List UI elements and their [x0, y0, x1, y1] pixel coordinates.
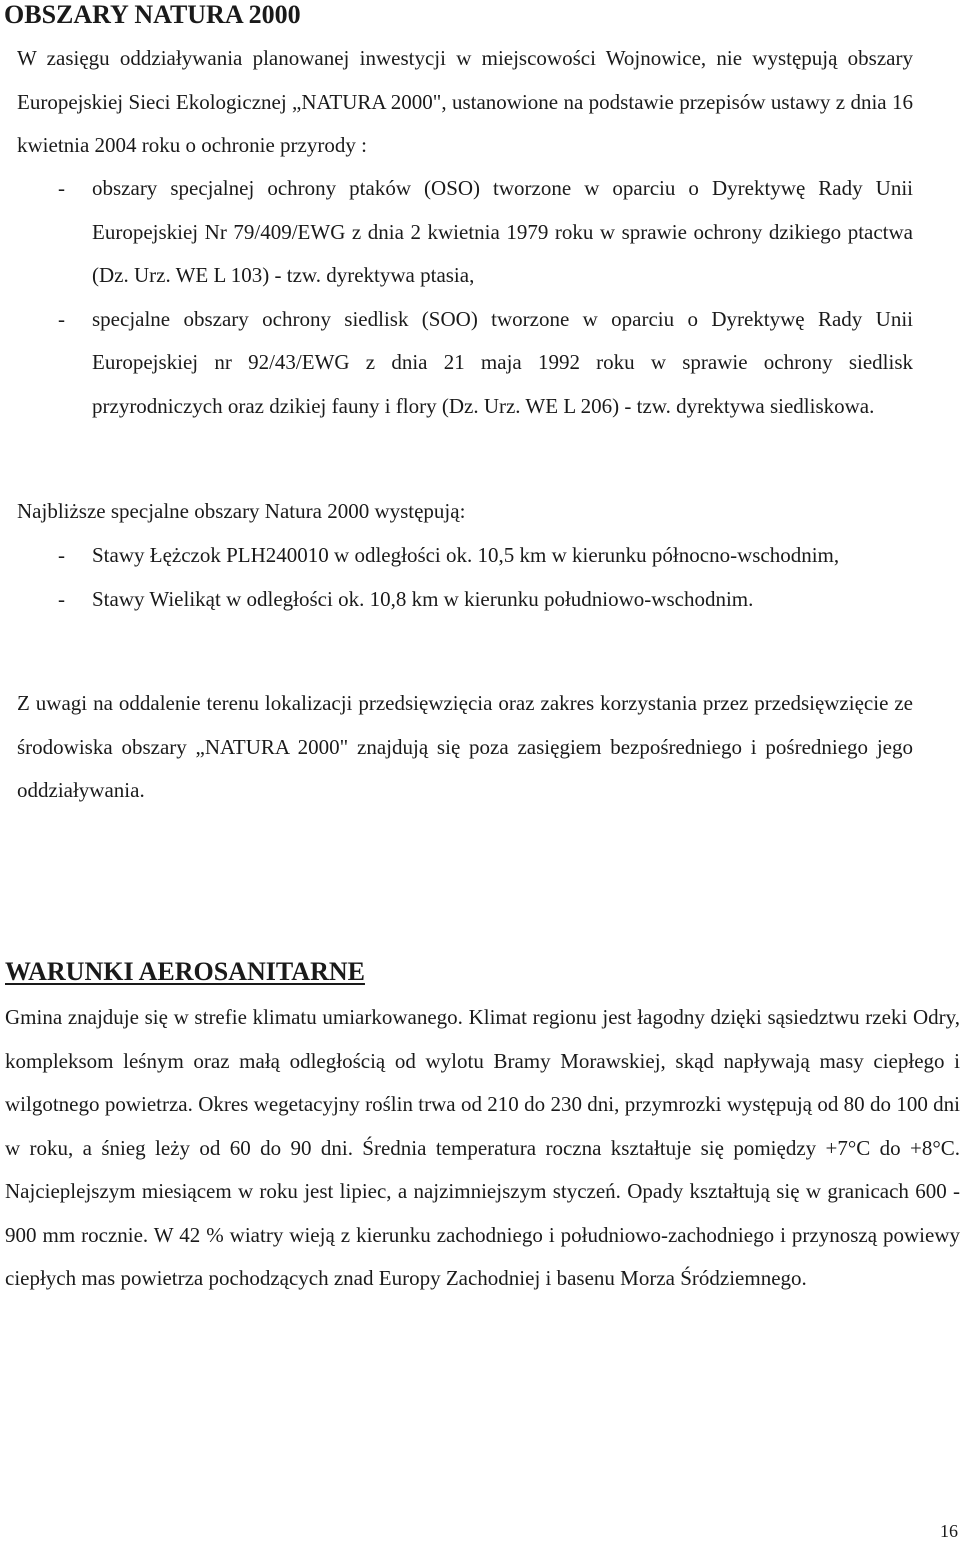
section-title-natura-2000: OBSZARY NATURA 2000 — [4, 0, 301, 29]
list-item — [17, 298, 913, 429]
natura-summary-paragraph: Z uwagi na oddalenie terenu lokalizacji przedsięwzięcia oraz zakres korzystania przez przedsięwzięcie ze środowiska obszary „NATURA 2000" znajdują się poza zasięgiem bezpośredniego i pośredniego jego oddziaływania. — [17, 691, 913, 802]
section-title-aerosanitary: WARUNKI AEROSANITARNE — [5, 957, 365, 986]
list-item-text: obszary specjalnej ochrony ptaków (OSO) tworzone w oparciu o Dyrektywę Rady Unii Europejskiej Nr 79/409/EWG z dnia 2 kwietnia 1979 roku w sprawie ochrony dzikiego ptactwa (Dz. Urz. WE L 103) - tzw. dyrektywa ptasia, — [92, 176, 913, 287]
natura-intro-paragraph: W zasięgu oddziaływania planowanej inwestycji w miejscowości Wojnowice, nie występują obszary Europejskiej Sieci Ekologicznej „NATURA 2000", ustanowione na podstawie przepisów ustawy z dnia 16 kwietnia 2004 roku o ochronie przyrody : — [17, 46, 913, 157]
list-bullet: - — [58, 543, 65, 567]
list-bullet: - — [58, 586, 65, 611]
list-item — [17, 578, 913, 622]
nearest-areas-heading: Najbliższe specjalne obszary Natura 2000 występują: — [17, 499, 466, 523]
climate-paragraph: Gmina znajduje się w strefie klimatu umiarkowanego. Klimat regionu jest łagodny dzięki sąsiedztwu rzeki Odry, kompleksom leśnym oraz małą odległością od wylotu Bramy Morawskiej, skąd napływają masy ciepłego i wilgotnego powietrza. Okres wegetacyjny roślin trwa od 210 do 230 dni, przymrozki występują od 80 do 100 dni w roku, a śnieg leży od 60 do 90 dni. Średnia temperatura roczna kształtuje się pomiędzy +7°C do +8°C. Najcieplejszym miesiącem w roku jest lipiec, a najzimniejszym styczeń. Opady kształtują się w granicach 600 - 900 mm rocznie. W 42 % wiatry wieją z kierunku zachodniego i południowo-zachodniego i przynoszą powiewy ciepłych mas powietrza pochodzących znad Europy Zachodniej i basenu Morza Śródziemnego. — [5, 1005, 960, 1290]
list-item — [17, 534, 913, 578]
list-bullet: - — [58, 176, 65, 200]
list-item-text: specjalne obszary ochrony siedlisk (SOO) tworzone w oparciu o Dyrektywę Rady Unii Europejskiej nr 92/43/EWG z dnia 21 maja 1992 roku w sprawie ochrony siedlisk przyrodniczych oraz dzikiej fauny i flory (Dz. Urz. WE L 206) - tzw. dyrektywa siedliskowa. — [92, 306, 913, 418]
nearest-areas-list — [17, 534, 913, 621]
list-bullet: - — [58, 306, 65, 331]
protected-area-types-list — [17, 167, 913, 428]
list-item — [17, 167, 913, 298]
list-item-text: Stawy Wielikąt w odległości ok. 10,8 km w kierunku południowo-wschodnim. — [92, 586, 754, 611]
page-number: 16 — [940, 1521, 958, 1541]
list-item-text: Stawy Łężczok PLH240010 w odległości ok. 10,5 km w kierunku północno-wschodnim, — [92, 543, 840, 567]
